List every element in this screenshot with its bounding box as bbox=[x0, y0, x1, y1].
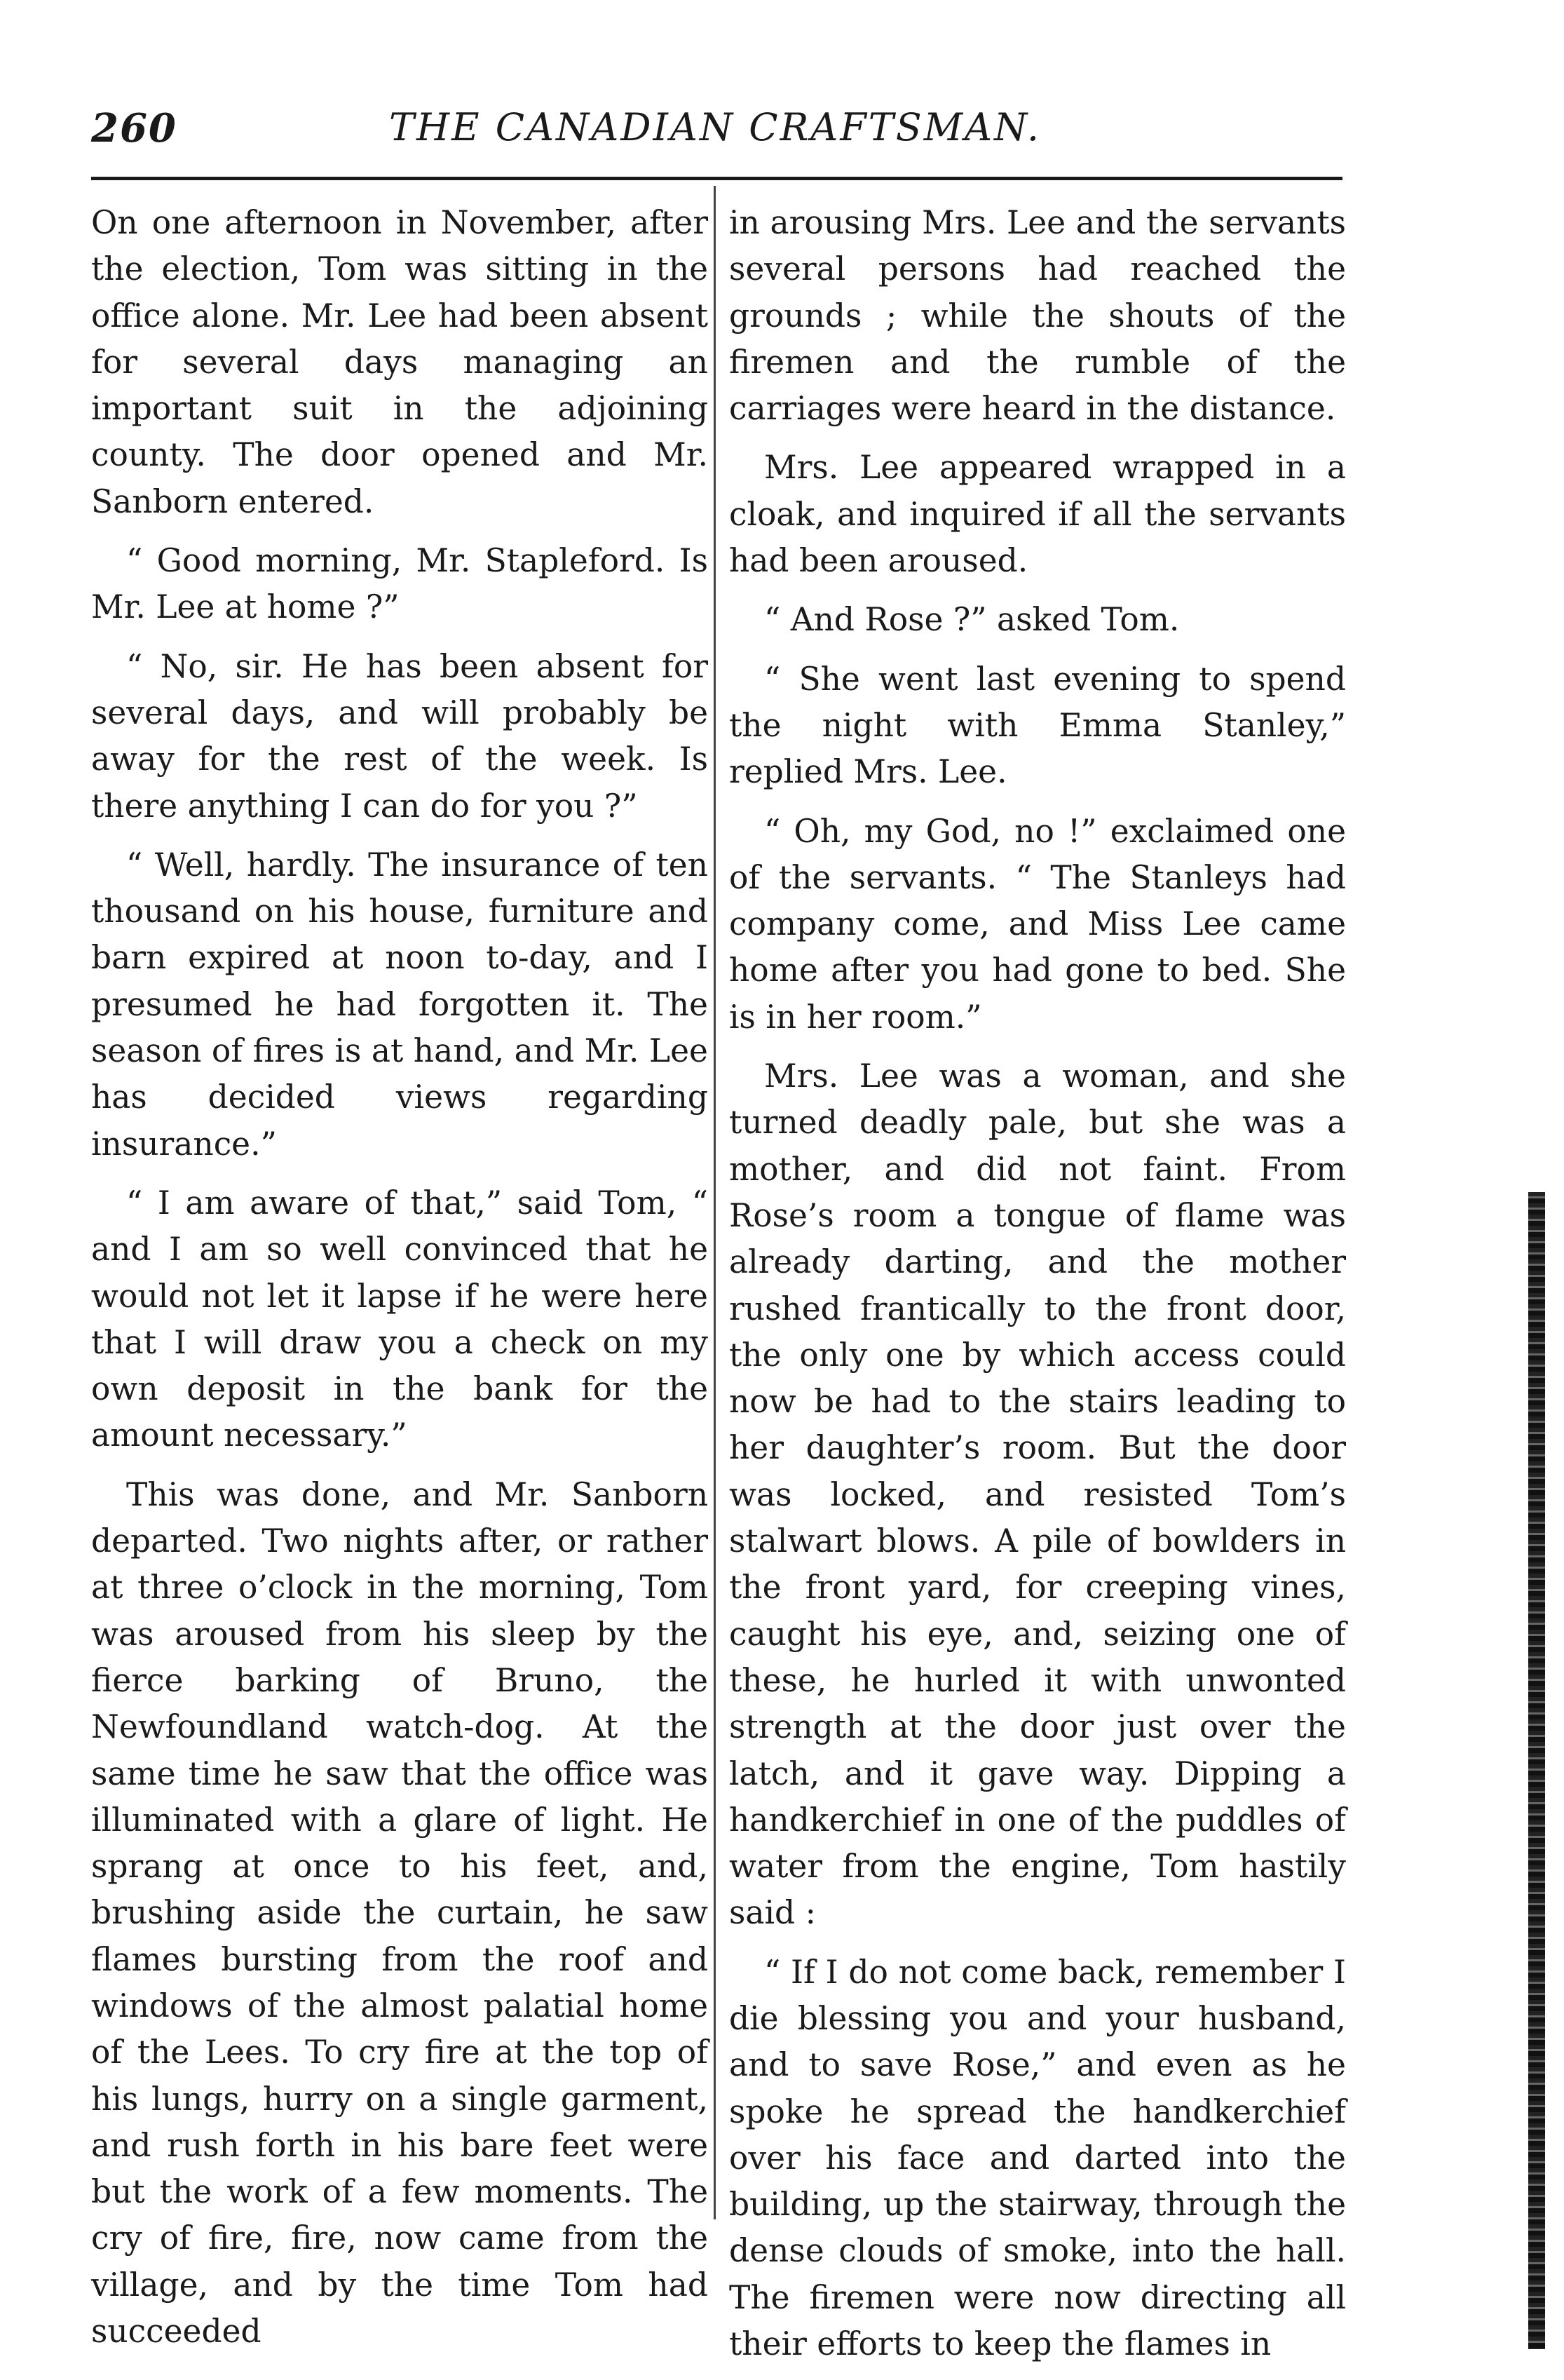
paragraph: “ Good morning, Mr. Stapleford. Is Mr. Lee at home ?” bbox=[91, 542, 708, 626]
header-rule bbox=[91, 177, 1342, 180]
page-edge-scan-artifact bbox=[1528, 1192, 1545, 2349]
left-column bbox=[91, 200, 708, 2367]
paragraph: “ She went last evening to spend the night with Emma Stanley,” replied Mrs. Lee. bbox=[729, 660, 1346, 791]
paragraph: On one afternoon in November, after the election, Tom was sitting in the office alone. Mr. Lee had been absent for several days managing an important suit in the adjoining county. The door opened and Mr. Sanborn entered. bbox=[91, 204, 708, 520]
paragraph: “ And Rose ?” asked Tom. bbox=[764, 601, 1180, 639]
paragraph: Mrs. Lee appeared wrapped in a cloak, and inquired if all the servants had been aroused. bbox=[729, 449, 1346, 580]
paragraph: Mrs. Lee was a woman, and she turned deadly pale, but she was a mother, and did not faint. From Rose’s room a tongue of flame was already darting, and the mother rushed frantically to the front door, the only one by which access could now be had to the stairs leading to her daughter’s room. But the door was locked, and resisted Tom’s stalwart blows. A pile of bowlders in the front yard, for creeping vines, caught his eye, and, seizing one of these, he hurled it with unwonted strength at the door just over the latch, and it gave way. Dipping a handkerchief in one of the puddles of water from the engine, Tom hastily said : bbox=[729, 1057, 1346, 1932]
paragraph: This was done, and Mr. Sanborn departed. Two nights after, or rather at three o’clock in the morning, Tom was aroused from his sleep by the fierce barking of Bruno, the Newfoundland watch-dog. At the same time he saw that the office was illuminated with a glare of light. He sprang at once to his feet, and, brushing aside the curtain, he saw flames bursting from the roof and windows of the almost palatial home of the Lees. To cry fire at the top of his lungs, hurry on a single garment, and rush forth in his bare feet were but the work of a few moments. The cry of fire, fire, now came from the village, and by the time Tom had succeeded bbox=[91, 1475, 708, 2351]
paragraph: “ Oh, my God, no !” exclaimed one of the servants. “ The Stanleys had company come, and Miss Lee came home after you had gone to bed. She is in her room.” bbox=[729, 812, 1346, 1036]
paragraph: “ I am aware of that,” said Tom, “ and I am so well convinced that he would not let it lapse if he were here that I will draw you a check on my own deposit in the bank for the amount necessary.” bbox=[91, 1184, 708, 1454]
page-header bbox=[91, 105, 1339, 161]
running-title: THE CANADIAN CRAFTSMAN. bbox=[389, 105, 1041, 149]
paragraph: in arousing Mrs. Lee and the servants several persons had reached the grounds ; while the shouts of the firemen and the rumble of the carriages were heard in the distance. bbox=[729, 204, 1346, 428]
paragraph: “ No, sir. He has been absent for several days, and will probably be away for the rest of the week. Is there anything I can do for you ?” bbox=[91, 647, 708, 825]
column-divider bbox=[714, 186, 716, 2219]
right-column bbox=[729, 200, 1346, 2380]
paragraph: “ If I do not come back, remember I die blessing you and your husband, and to save Rose,” and even as he spoke he spread the handkerchief over his face and darted into the building, up the stairway, through the dense clouds of smoke, into the hall. The firemen were now directing all their efforts to keep the flames in bbox=[729, 1953, 1346, 2363]
paragraph: “ Well, hardly. The insurance of ten thousand on his house, furniture and barn expired at noon to-day, and I presumed he had forgotten it. The season of fires is at hand, and Mr. Lee has decided views regarding insurance.” bbox=[91, 846, 708, 1163]
page-number: 260 bbox=[91, 105, 177, 151]
